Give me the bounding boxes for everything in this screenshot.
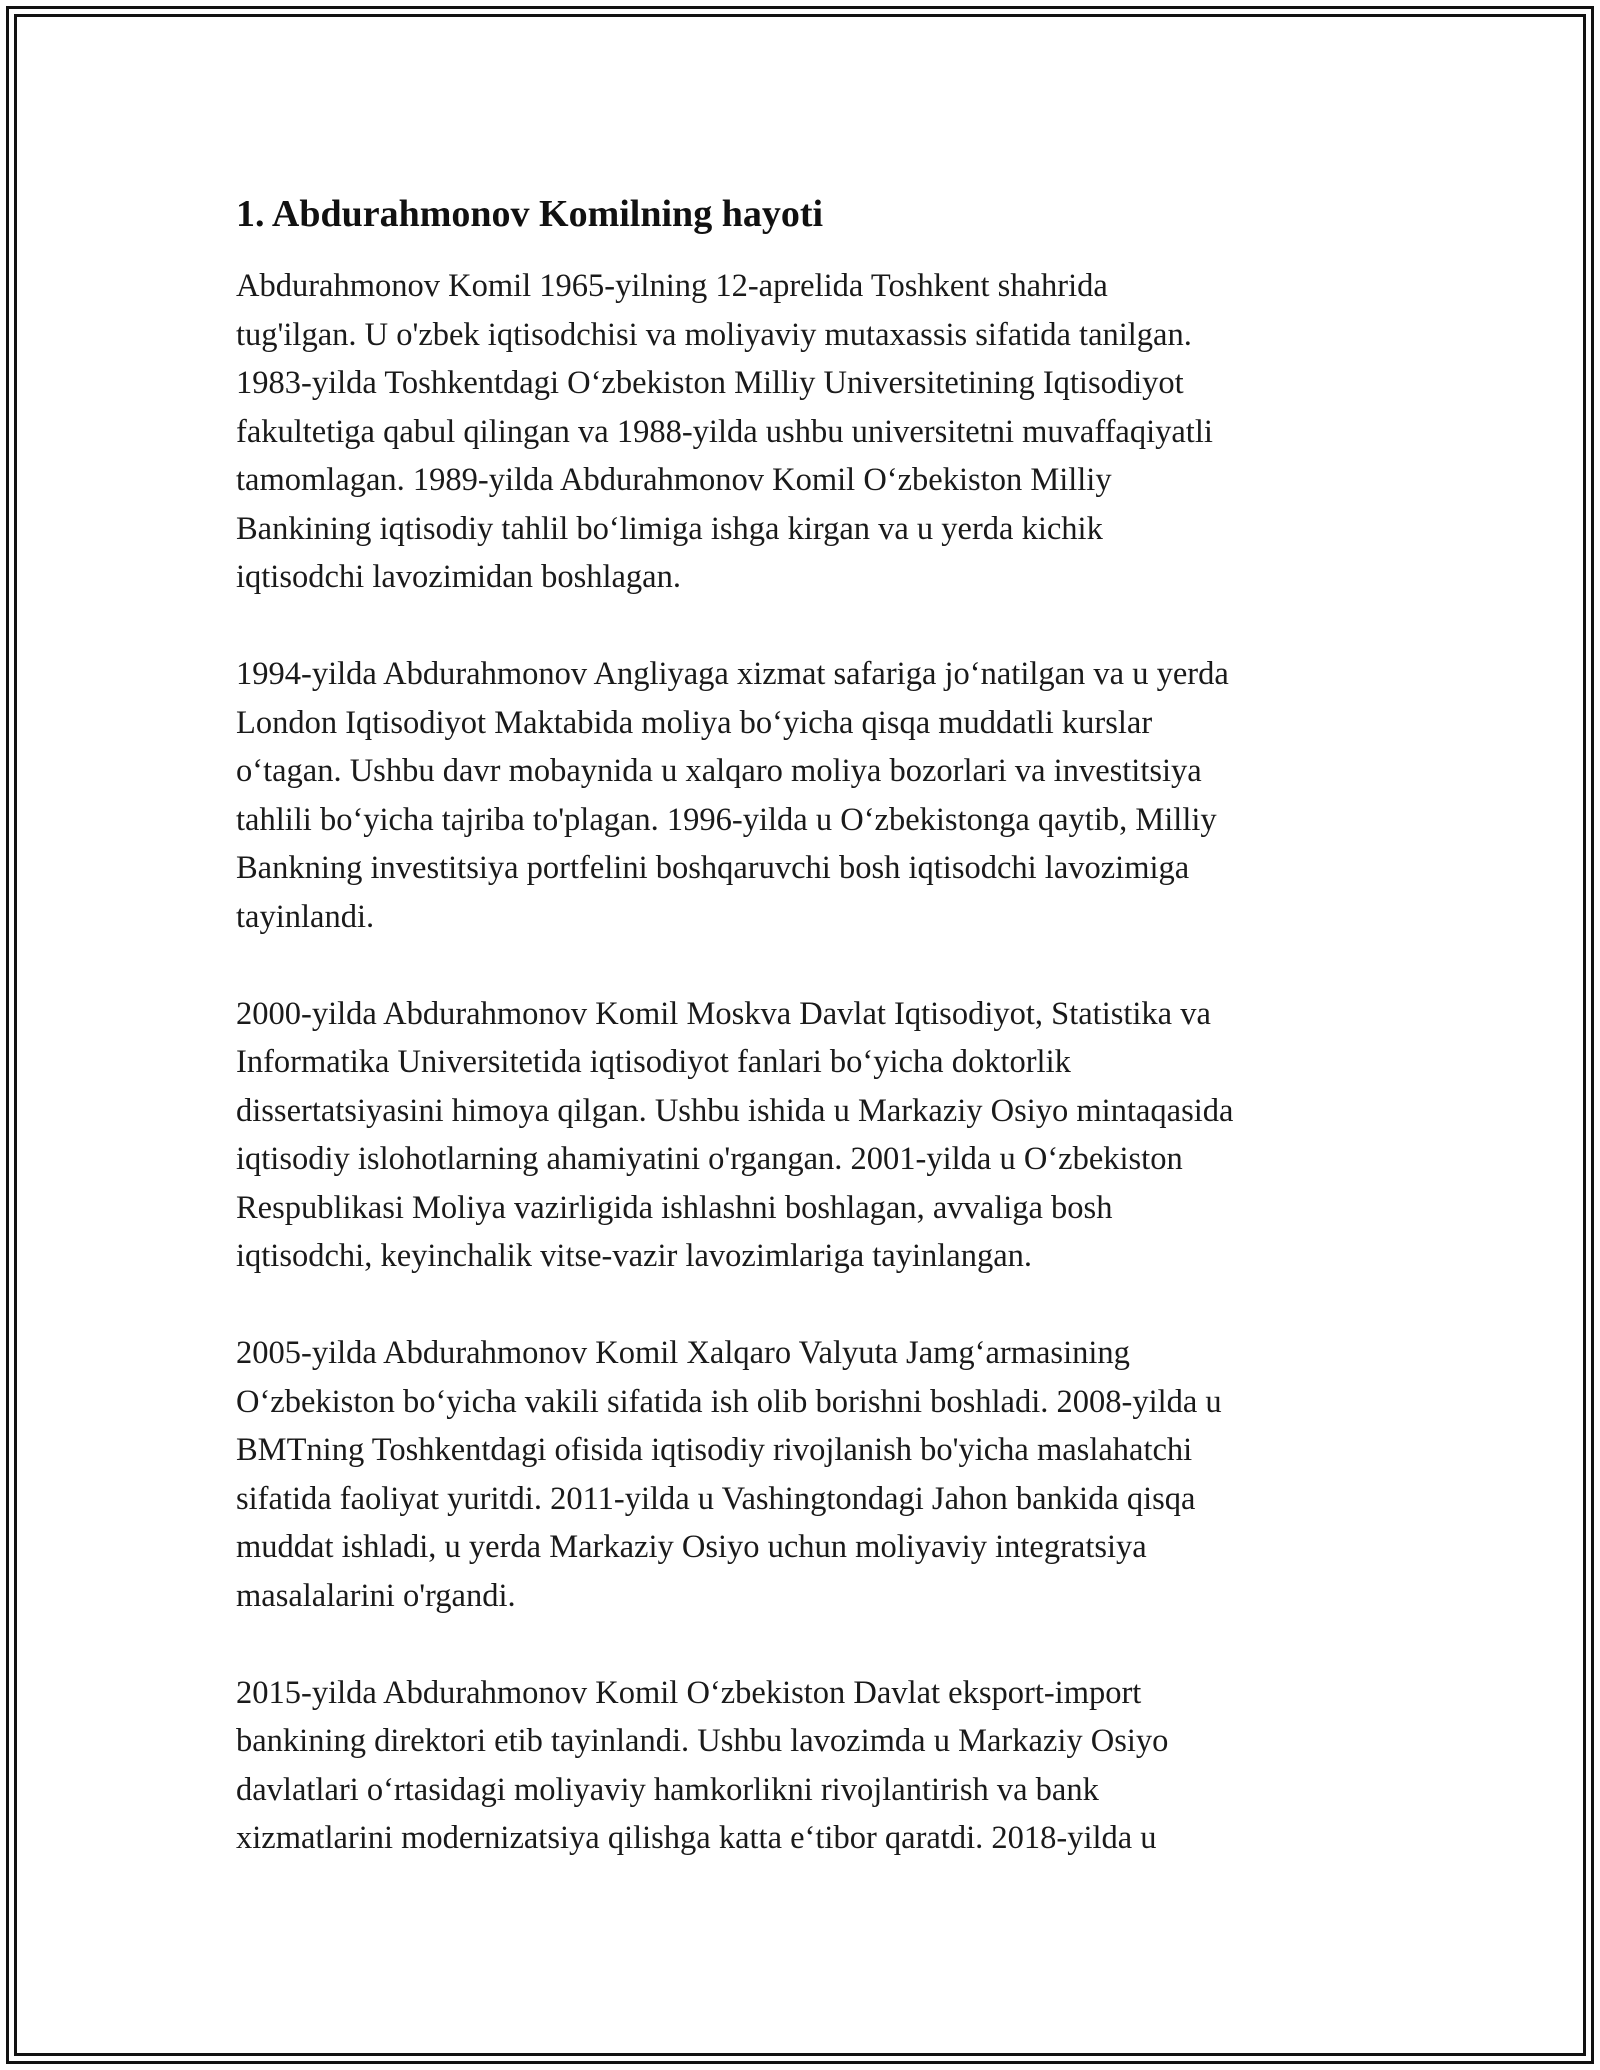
text-line: Abdurahmonov Komil 1965-yilning 12-aprelida Toshkent shahrida xyxy=(236,268,1108,304)
text-line: Informatika Universitetida iqtisodiyot fanlari bo‘yicha doktorlik xyxy=(236,1044,1071,1080)
text-line: dissertatsiyasini himoya qilgan. Ushbu ishida u Markaziy Osiyo mintaqasida xyxy=(236,1092,1234,1129)
text-line: London Iqtisodiyot Maktabida moliya bo‘yicha qisqa muddatli kurslar xyxy=(236,704,1153,741)
text-line: sifatida faoliyat yuritdi. 2011-yilda u Vashingtondagi Jahon bankida qisqa xyxy=(236,1480,1196,1517)
paragraph-2 xyxy=(236,650,1386,941)
document-body xyxy=(236,190,1386,1911)
text-line: iqtisodchi, keyinchalik vitse-vazir lavozimlariga tayinlangan. xyxy=(236,1238,1032,1274)
text-line: xizmatlarini modernizatsiya qilishga katta e‘tibor qaratdi. 2018-yilda u xyxy=(236,1820,1157,1856)
text-line: tayinlandi. xyxy=(236,898,375,935)
paragraph-3 xyxy=(236,990,1386,1281)
text-line: Bankining iqtisodiy tahlil bo‘limiga ishga kirgan va u yerda kichik xyxy=(236,510,1103,547)
text-line: muddat ishladi, u yerda Markaziy Osiyo uchun moliyaviy integratsiya xyxy=(236,1529,1147,1565)
text-line: fakultetiga qabul qilingan va 1988-yilda ushbu universitetni muvaffaqiyatli xyxy=(236,413,1213,450)
text-line: iqtisodchi lavozimidan boshlagan. xyxy=(236,559,681,595)
text-line: Respublikasi Moliya vazirligida ishlashni boshlagan, avvaliga bosh xyxy=(236,1189,1113,1226)
text-line: tamomlagan. 1989-yilda Abdurahmonov Komil O‘zbekiston Milliy xyxy=(236,462,1112,498)
section-heading: 1. Abdurahmonov Komilning hayoti xyxy=(236,193,824,235)
text-line: iqtisodiy islohotlarning ahamiyatini o'rgangan. 2001-yilda u O‘zbekiston xyxy=(236,1141,1183,1177)
text-line: o‘tagan. Ushbu davr mobaynida u xalqaro moliya bozorlari va investitsiya xyxy=(236,753,1202,789)
text-line: 2015-yilda Abdurahmonov Komil O‘zbekiston Davlat eksport-import xyxy=(236,1674,1142,1711)
text-line: BMTning Toshkentdagi ofisida iqtisodiy rivojlanish bo'yicha maslahatchi xyxy=(236,1432,1193,1468)
text-line: 2000-yilda Abdurahmonov Komil Moskva Davlat Iqtisodiyot, Statistika va xyxy=(236,995,1211,1032)
text-line: 1983-yilda Toshkentdagi O‘zbekiston Milliy Universitetining Iqtisodiyot xyxy=(236,365,1184,401)
text-line: 2005-yilda Abdurahmonov Komil Xalqaro Valyuta Jamg‘armasining xyxy=(236,1335,1130,1371)
text-line: Bankning investitsiya portfelini boshqaruvchi bosh iqtisodchi lavozimiga xyxy=(236,850,1190,886)
paragraph-1 xyxy=(236,262,1386,602)
text-line: bankining direktori etib tayinlandi. Ushbu lavozimda u Markaziy Osiyo xyxy=(236,1723,1169,1759)
paragraph-5 xyxy=(236,1669,1386,1863)
paragraph-4 xyxy=(236,1329,1386,1620)
text-line: O‘zbekiston bo‘yicha vakili sifatida ish olib borishni boshladi. 2008-yilda u xyxy=(236,1383,1222,1420)
text-line: 1994-yilda Abdurahmonov Angliyaga xizmat safariga jo‘natilgan va u yerda xyxy=(236,656,1229,692)
text-line: davlatlari o‘rtasidagi moliyaviy hamkorlikni rivojlantirish va bank xyxy=(236,1771,1099,1808)
text-line: tug'ilgan. U o'zbek iqtisodchisi va moliyaviy mutaxassis sifatida tanilgan. xyxy=(236,316,1192,353)
text-line: tahlili bo‘yicha tajriba to'plagan. 1996-yilda u O‘zbekistonga qaytib, Milliy xyxy=(236,801,1217,838)
text-line: masalalarini o'rgandi. xyxy=(236,1577,516,1614)
